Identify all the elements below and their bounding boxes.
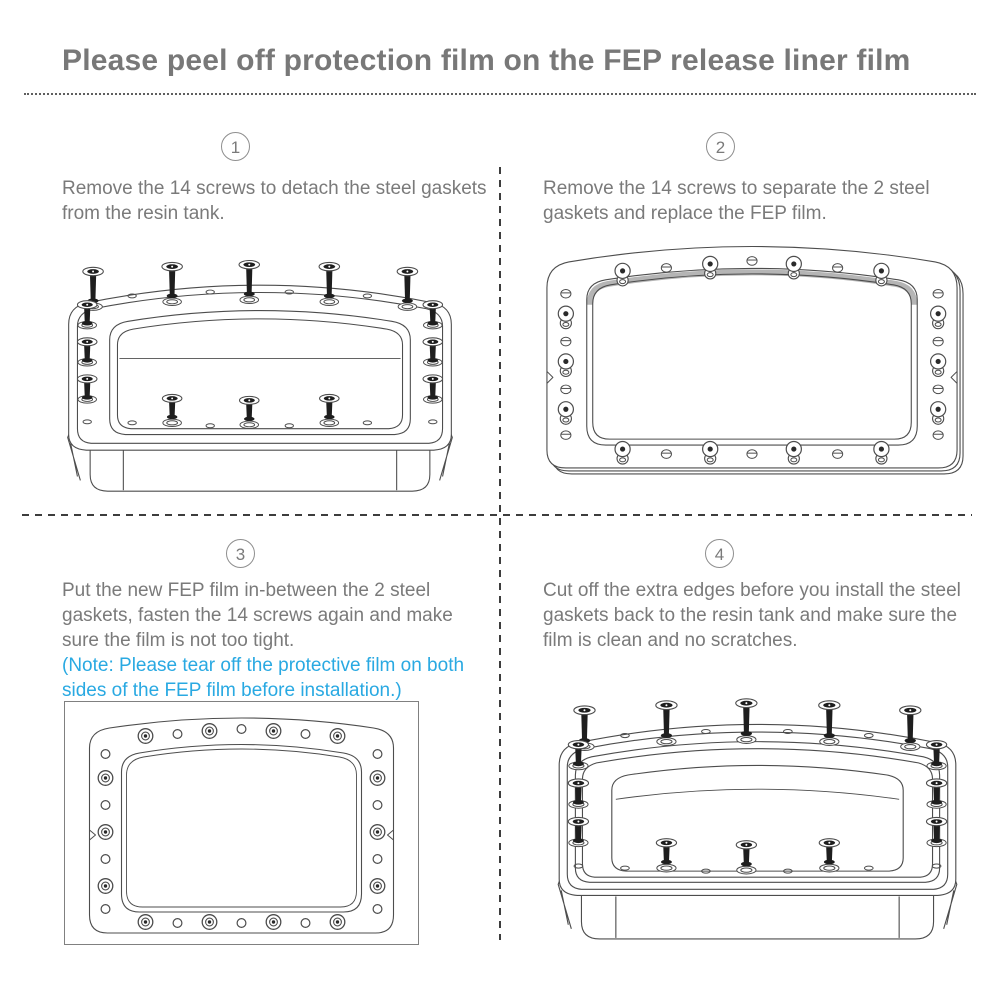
step-1-text: Remove the 14 screws to detach the steel gaskets from the resin tank. — [62, 178, 487, 224]
gasket-outline — [547, 246, 963, 473]
step-3-main-text: Put the new FEP film in-between the 2 steel gaskets, fasten the 14 screws again and make sure the film is not too tight. — [62, 580, 453, 651]
quadrant-divider-horizontal — [22, 514, 972, 516]
step-1-number-badge: 1 — [221, 132, 250, 161]
gasket-outline — [90, 718, 394, 933]
step-3-text — [62, 578, 492, 703]
illustration-step3-gasket-on-film — [65, 702, 418, 944]
title-underline-dotted — [24, 93, 976, 95]
step-3-number-badge: 3 — [226, 539, 255, 568]
quadrant-divider-vertical — [499, 167, 501, 940]
page-title: Please peel off protection film on the FEP release liner film — [62, 44, 911, 77]
illustration-step4-gaskets-on-tank — [545, 688, 970, 946]
tank-outline — [68, 285, 453, 491]
step-3-note-text: (Note: Please tear off the protective film on both sides of the FEP film before installation.) — [62, 655, 465, 701]
fep-film-sheet — [64, 701, 419, 945]
tank-outline — [558, 724, 957, 938]
step-2-number-badge: 2 — [706, 132, 735, 161]
step-2-text: Remove the 14 screws to separate the 2 steel gaskets and replace the FEP film. — [543, 178, 930, 224]
illustration-step2-steel-gaskets-top-view — [533, 226, 971, 483]
illustration-step1-resin-tank-screws-out — [55, 250, 465, 499]
step-4-number-badge: 4 — [705, 539, 734, 568]
step-4-text: Cut off the extra edges before you install the steel gaskets back to the resin tank and make sure the film is clean and no scratches. — [543, 580, 961, 651]
